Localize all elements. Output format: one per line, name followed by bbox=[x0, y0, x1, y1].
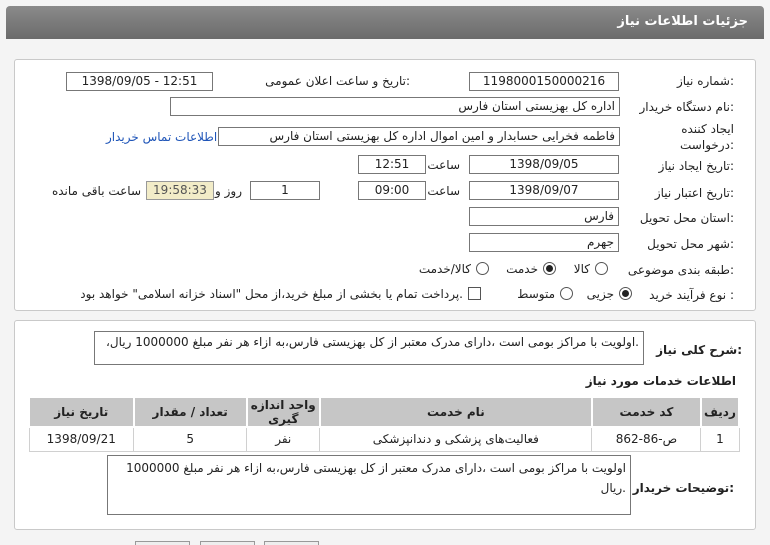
remaining-time-field: 19:58:33 bbox=[146, 181, 214, 200]
summary-text: ،اولویت با مراکز بومی است ،دارای مدرک معتبر از کل بهزیستی فارس،به ازاء هر نفر مبلغ 1000000 ریال. bbox=[94, 331, 644, 365]
created-date-field: 1398/09/05 bbox=[469, 155, 619, 174]
treasury-bonds-checkbox[interactable] bbox=[468, 287, 481, 300]
footer-button-1[interactable] bbox=[135, 541, 190, 545]
remaining-days-field: 1 bbox=[250, 181, 320, 200]
category-radio-goods-service[interactable] bbox=[476, 262, 489, 275]
page-title: جزئیات اطلاعات نیاز bbox=[617, 14, 748, 29]
category-option-goods: کالا bbox=[573, 262, 590, 276]
created-time-field: 12:51 bbox=[358, 155, 426, 174]
process-label: نوع فرآیند خرید : bbox=[649, 288, 734, 302]
city-field: جهرم bbox=[469, 233, 619, 252]
buyer-contact-link[interactable]: اطلاعات تماس خریدار bbox=[106, 130, 218, 144]
city-label: شهر محل تحویل: bbox=[647, 237, 734, 251]
category-label: طبقه بندی موضوعی: bbox=[627, 263, 734, 277]
services-table bbox=[28, 396, 740, 452]
category-radio-goods[interactable] bbox=[595, 262, 608, 275]
remaining-days-label: روز و bbox=[215, 184, 242, 198]
buyer-org-label: نام دستگاه خریدار: bbox=[639, 100, 734, 114]
buyer-notes-label: توضیحات خریدار: bbox=[632, 481, 734, 495]
col-service-code: کد خدمت bbox=[592, 397, 701, 427]
footer-button-3[interactable] bbox=[264, 541, 319, 545]
services-section-title: اطلاعات خدمات مورد نیاز bbox=[585, 374, 736, 388]
cell-row-number: 1 bbox=[701, 427, 739, 451]
col-service-name: نام خدمت bbox=[320, 397, 592, 427]
cell-service-name: فعالیت‌های پزشکی و دندانپزشکی bbox=[320, 427, 592, 451]
buyer-org-field: اداره کل بهزیستی استان فارس bbox=[170, 97, 620, 116]
process-radio-minor[interactable] bbox=[619, 287, 632, 300]
validity-time-label: ساعت bbox=[427, 184, 460, 198]
col-quantity: تعداد / مقدار bbox=[134, 397, 247, 427]
category-radio-service[interactable] bbox=[543, 262, 556, 275]
province-field: فارس bbox=[469, 207, 619, 226]
need-number-label: شماره نیاز: bbox=[676, 74, 734, 88]
created-date-label: تاریخ ایجاد نیاز: bbox=[658, 159, 734, 173]
buyer-notes-text: اولویت با مراکز بومی است ،دارای مدرک معتبر از کل بهزیستی فارس،به ازاء هر نفر مبلغ 1000000 ریال. bbox=[107, 455, 631, 515]
cell-date: 1398/09/21 bbox=[29, 427, 134, 451]
validity-date-label: تاریخ اعتبار نیاز: bbox=[654, 186, 734, 200]
need-number-field: 1198000150000216 bbox=[469, 72, 619, 91]
summary-label: شرح کلی نیاز: bbox=[656, 343, 742, 357]
services-table-header bbox=[29, 397, 739, 427]
treasury-bonds-note: پرداخت تمام یا بخشی از مبلغ خرید،از محل "اسناد خزانه اسلامی" خواهد بود. bbox=[80, 287, 463, 301]
remaining-time-label: ساعت باقی مانده bbox=[51, 184, 141, 198]
table-row bbox=[29, 427, 739, 451]
col-date: تاریخ نیاز bbox=[29, 397, 134, 427]
created-time-label: ساعت bbox=[427, 158, 460, 172]
announce-label: تاریخ و ساعت اعلان عمومی: bbox=[265, 74, 410, 88]
page-header bbox=[6, 6, 764, 39]
validity-time-field: 09:00 bbox=[358, 181, 426, 200]
col-row-number: ردیف bbox=[701, 397, 739, 427]
footer-button-2[interactable] bbox=[200, 541, 255, 545]
creator-label-line1: ایجاد کننده bbox=[681, 122, 734, 136]
creator-field: فاطمه فخرایی حسابدار و امین اموال اداره کل بهزیستی استان فارس bbox=[218, 127, 620, 146]
process-option-minor: جزیی bbox=[586, 287, 614, 301]
cell-service-code: ص-86-862 bbox=[592, 427, 701, 451]
process-option-medium: متوسط bbox=[517, 287, 555, 301]
category-option-service: خدمت bbox=[506, 262, 538, 276]
col-unit: واحد اندازه گیری bbox=[247, 397, 320, 427]
process-radio-medium[interactable] bbox=[560, 287, 573, 300]
validity-date-field: 1398/09/07 bbox=[469, 181, 619, 200]
cell-quantity: 5 bbox=[134, 427, 247, 451]
announce-datetime-field: 1398/09/05 - 12:51 bbox=[66, 72, 213, 91]
category-option-goods-service: کالا/خدمت bbox=[418, 262, 471, 276]
creator-label-line2: درخواست: bbox=[680, 138, 734, 152]
province-label: استان محل تحویل: bbox=[639, 211, 734, 225]
cell-unit: نفر bbox=[247, 427, 320, 451]
